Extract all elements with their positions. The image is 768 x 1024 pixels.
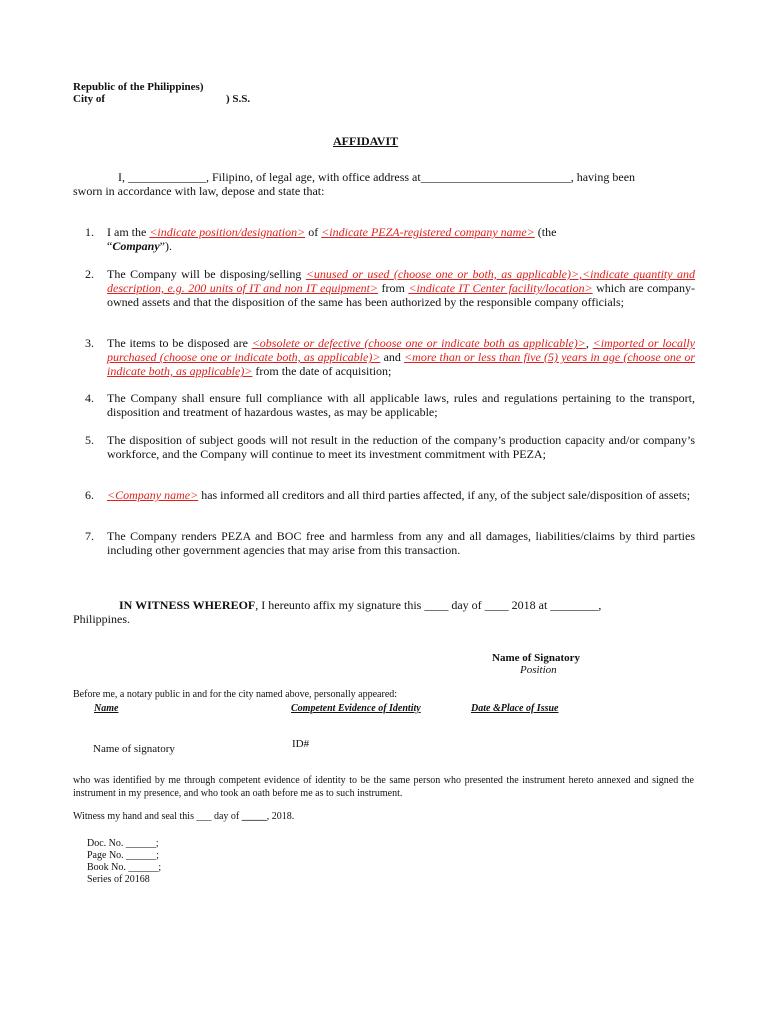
item-text: The items to be disposed are [107,336,252,350]
placeholder-age: <more than or less than five (5) years in age (choose one or indicate both, as applicable)> [107,350,695,378]
witness-hand-end: , 2018. [266,811,295,822]
signatory-position: Position [520,664,557,676]
list-item [85,336,695,378]
item-text: of [305,225,322,239]
item-number: 5. [85,433,94,447]
list-item [85,433,695,461]
placeholder-facility: <indicate IT Center facility/location> [408,281,593,295]
notary-witness-hand [73,811,294,823]
doc-number: Doc. No. ______; [87,838,159,849]
item-number: 3. [85,336,94,350]
notary-before: Before me, a notary public in and for the city named above, personally appeared: [73,689,398,700]
item-number: 2. [85,267,94,281]
placeholder-position: <indicate position/designation> [149,225,306,239]
book-number: Book No. ______; [87,862,162,873]
list-item [85,391,695,419]
placeholder-origin: <imported or locally purchased (choose one or indicate both, as applicable)> [107,336,695,364]
placeholder-company-name: <indicate PEZA-registered company name> [321,225,535,239]
item-text: from the date of acquisition; [252,364,392,378]
item-text: has informed all creditors and all third parties affected, if any, of the subject sale/disposition of assets; [198,488,691,502]
item-number: 6. [85,488,94,502]
intro-line1: I, _____________, Filipino, of legal age, with office address at_________________________, having been [118,170,636,184]
placeholder-company-name: <Company name> [107,488,199,502]
witness-bold: IN WITNESS WHEREOF [119,598,256,612]
item-text: from [378,281,409,295]
item-text: I am the [107,225,150,239]
item-text: The Company renders PEZA and BOC free and harmless from any and all damages, liabilities/claims by third parties including other government agencies that may arise from this transaction. [107,529,695,557]
item-text: The Company shall ensure full compliance with all applicable laws, rules and regulations pertaining to the transport, disposition and treatment of hazardous wastes, as may be applicable; [107,391,695,419]
item-number: 7. [85,529,94,543]
witness-line1 [119,598,601,612]
notary-row-name: Name of signatory [93,743,175,755]
signatory-name: Name of Signatory [492,652,580,664]
list-item [85,225,695,253]
item-text: The Company will be disposing/selling [107,267,306,281]
page-title: AFFIDAVIT [333,134,399,148]
company-defined-term: Company [112,239,160,253]
list-item [85,267,695,309]
item-text: (the [534,225,557,239]
placeholder-quantity: <unused or used (choose one or both, as applicable)>,<indicate quantity and description, e.g. 200 units of IT and non IT equipment> [107,267,696,295]
item-text: which are company-owned assets and that the disposition of the same has been authorized by the responsible company officials; [107,281,695,309]
column-header-name: Name [94,703,119,714]
item-number: 4. [85,391,94,405]
header-city-of: City of [73,93,106,105]
witness-rest: , I hereunto affix my signature this ____ day of ____ 2018 at ________, [255,598,602,612]
notary-identified: who was identified by me through competent evidence of identity to be the same person who presented the instrument hereto annexed and signed the instrument in my presence, and who took an oath before me as to such instrument. [73,775,694,799]
notary-row-id: ID# [292,738,310,750]
item-text: “ [107,239,113,253]
witness-line2: Philippines. [73,612,131,626]
item-text: and [380,350,405,364]
series-number: Series of 20168 [87,874,150,885]
header-ss: ) S.S. [226,93,251,105]
placeholder-condition: <obsolete or defective (choose one or indicate both as applicable)> [251,336,586,350]
column-header-date-place: Date &Place of Issue [471,703,559,714]
header-republic: Republic of the Philippines) [73,81,204,93]
item-text: , [585,336,593,350]
intro-line2: sworn in accordance with law, depose and state that: [73,184,325,198]
item-text: ”). [159,239,172,253]
column-header-evidence: Competent Evidence of Identity [291,703,421,714]
list-item [85,488,695,502]
list-item [85,529,695,557]
page-number: Page No. ______; [87,850,159,861]
witness-hand-text: Witness my hand and seal this ___ day of [73,811,242,822]
item-text: The disposition of subject goods will not result in the reduction of the company’s production capacity and/or company’s workforce, and the Company will continue to meet its investment commitment with PEZA; [107,433,695,461]
witness-hand-blank: _____ [241,811,267,822]
item-number: 1. [85,225,94,239]
